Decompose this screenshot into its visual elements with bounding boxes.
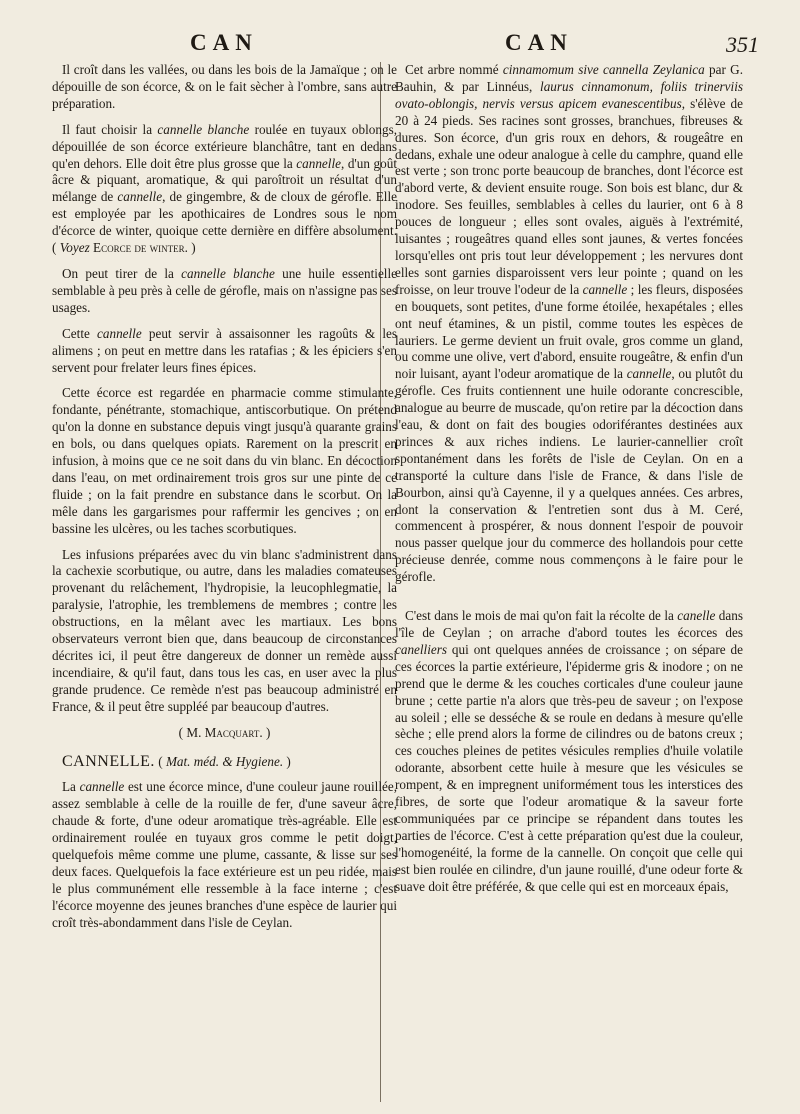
entry-headword: CANNELLE. xyxy=(62,752,155,770)
italic-term: cannelle xyxy=(117,189,163,205)
italic-term: canelle xyxy=(677,608,716,624)
running-head-left: CAN xyxy=(190,30,258,55)
paragraph xyxy=(52,326,397,377)
text-run: C'est dans le mois de mai qu'on fait la récolte de la xyxy=(405,608,678,624)
cross-reference-voyez: Voyez xyxy=(59,240,90,256)
paragraph xyxy=(395,608,743,895)
running-head-right: CAN xyxy=(505,30,573,55)
italic-term: cannelle blanche xyxy=(157,121,250,137)
italic-term: cannelle xyxy=(626,366,672,382)
page-number: 351 xyxy=(726,32,759,57)
text-run: qui ont quelques années de croissance ; on sépare de ces écorces la partie extérieure, l'épiderme gris & inodore ; on ne prend que le derme & les couches corticales d'une couleur jaune brune ; cette partie n'a alors que très-peu de saveur ; on l'expose au soleil ; elle se desséche & se roule en dedans à mesure qu'elle sèche ; elle prend alors la forme de cilindres ou de batons creux ; ces couches pleines de petites vésicules remplies d'huile volatile odorante, absorbent cette huile à mesure que les vésicules se rompent, & en impregnent uniformément tous les interstices des fibres, de sorte que l'odeur aromatique & la saveur forte communiquées par ce principe se répandent dans toutes les parties de l'écorce. C'est à cette préparation qu'est due la couleur, l'homogenéité, la forme de la cannelle. On conçoit que celle qui est bien roulée en cilindre, d'un jaune rouillé, d'une odeur forte & suave doit être préférée, & que celle qui est en morceaux épais, xyxy=(395,641,743,894)
entry-title xyxy=(52,754,397,771)
paragraph: Cette écorce est regardée en pharmacie comme stimulante, fondante, pénétrante, stomachique, antiscorbutique. On prétend qu'on la donne en substance depuis vingt jusqu'à quarante grains en bols, ou dans quelques opiats. Rarement on la prescrit en infusion, à moins que ce ne soit dans du vin blanc. En décoction dans l'eau, on met ordinairement trois gros sur une pinte de ce fluide ; on la fait prendre en substance dans le scorbut. On la mêle dans les gargarismes pour raffermir les gencives ; on en bassine les ulcères, ou les taches scorbutiques. xyxy=(52,385,397,536)
text-run: ) xyxy=(283,753,291,769)
text-run: roulée en tuyaux oblongs, dépouillée de son écorce extérieure blanchâtre, tant en dedans qu'en dehors. Elle doit être plus grosse que la xyxy=(52,121,397,171)
page-header xyxy=(0,30,800,60)
text-run: dans l'île de Ceylan ; on arrache d'abord toutes les écorces des xyxy=(395,608,743,640)
text-run: est une écorce mince, d'une couleur jaune rouillée, assez semblable à celle de la rouille de fer, d'une saveur âcre, chaude & forte, d'une odeur aromatique très-agréable. Elle est ordinairement roulée en tuyaux gros comme le petit doigt, quelquefois même comme une plume, cassante, & lisse sur ses deux faces. Quelquefois la face extérieure est un peu ridée, mais le plus communément elle ressemble à la face interne ; c'est l'écorce moyenne des jeunes branches d'une espèce de laurier qui croît très-abondamment dans l'isle de Ceylan. xyxy=(52,779,397,930)
paragraph: Les infusions préparées avec du vin blanc s'administrent dans la cachexie scorbutique, ou autre, dans les maladies comateuses provenant du relâchement, l'hydropisie, la leucophlegmatie, la paralysie, l'atrophie, les tremblemens de membres ; contre les obstructions, en la mêlant avec les martiaux. Les bons observateurs verront bien que, dans beaucoup de circonstances décrites ici, il peut être dangereux de donner un remède aussi incendiaire, & qu'il faut, dans tous les cas, en user avec la plus grande prudence. Ce remède n'est pas beaucoup administré en France, & il peut être suppléé par beaucoup d'autres. xyxy=(52,546,397,714)
text-run: Il faut choisir la xyxy=(62,121,158,137)
paragraph: Il croît dans les vallées, ou dans les bois de la Jamaïque ; on le dépouille de son écorce, & on le fait sècher à l'ombre, sans autre préparation. xyxy=(52,62,397,111)
entry-categories: Mat. méd. & Hygiene. xyxy=(165,753,284,769)
text-run: une huile essentielle semblable à peu près à celle de gérofle, mais on n'assigne pas ses usages. xyxy=(52,265,397,315)
italic-term: cannelle xyxy=(296,155,341,171)
text-run: peut servir à assaisonner les ragoûts & les alimens ; on peut en mettre dans les ratafias ; & les épiciers s'en servent pour frelater leurs fines épices. xyxy=(52,325,397,375)
italic-term: cannelle xyxy=(582,281,628,297)
italic-term: laurus cinnamonum, foliis trinerviis ovato-oblongis, nervis versus apicem evanescentibus xyxy=(395,78,743,111)
italic-term: canelliers xyxy=(395,641,448,657)
text-run: ( xyxy=(154,753,166,769)
italic-term: cannelle blanche xyxy=(181,265,275,281)
text-run: , s'élève de 20 à 24 pieds. Ses racines sont grosses, branchues, fibreuses & dures. Son écorce, d'un gris roux en dehors, & rougeâtre en dedans, exhale une odeur analogue à celle du camphre, quand elle est verte ; son tronc porte beaucoup de branches, dont l'écorce est d'abord verte, & devient ensuite rouge. Son bois est blanc, dur & inodore. Ses feuilles, semblables à celles du laurier, ont 6 à 8 pouces de longueur ; elles sont ovales, aiguës à l'extrémité, luisantes ; rougeâtres quand elles sont jaunes, & vertes foncées lorsqu'elles ont pris tout leur développement ; les nervures dont elles sont garnies disparoissent vers leur pointe ; quand on les froisse, on leur trouve l'odeur de la xyxy=(395,95,743,297)
text-run: , ou plutôt du gérofle. Ces fruits contiennent une huile odorante concrescible, analogue au beurre de muscade, qu'on retire par la décoction dans l'eau, & dont on fait des bougies odoriférantes destinées aux princes & aux riches indiens. Le laurier-cannellier croît spontanément dans les forêts de l'isle de Ceylan. On en a transporté la culture dans l'isle de France, & dans l'isle de Bourbon, ainsi qu'à Cayenne, il y a quelques années. Ces arbres, dont la conservation & l'entretien sont dus à M. Ceré, commencent à prospérer, & nous donnent l'espoir de pouvoir nous passer quelque jour du commerce des hollandois pour cette précieuse denrée, comme nous commençons à le faire pour le gérofle. xyxy=(395,366,743,585)
text-run: La xyxy=(62,779,80,795)
text-run: , d'un goût âcre & piquant, aromatique, & qui paroîtroit un résultat d'un mélange de xyxy=(52,155,397,205)
cross-reference-target: Ecorce de winter. xyxy=(93,240,188,256)
paragraph xyxy=(52,779,397,931)
text-run: Cet arbre nommé xyxy=(405,62,503,77)
text-run: par G. Bauhin, & par Linnéus, xyxy=(395,62,743,94)
italic-term: cinnamomum sive cannella Zeylanica xyxy=(502,62,705,77)
author-signature: ( M. Macquart. ) xyxy=(178,724,271,740)
paragraph xyxy=(395,62,743,586)
left-column xyxy=(52,62,397,941)
italic-term: cannelle xyxy=(97,325,142,341)
text-run: ; les fleurs, disposées en bouquets, sont petites, d'une forme étoilée, hexapétales ; elles ont neuf étamines, & un pistil, comme toutes les espèces de lauriers. Le germe devient un fruit ovale, gros comme un gland, ou comme une olive, vert d'abord, ensuite rougeâtre, & enfin d'un noir luisant, ayant l'odeur aromatique de la xyxy=(395,281,744,382)
text-run: Cette xyxy=(62,325,98,341)
text-run: , de gingembre, & de cloux de gérofle. Elle est employée par les apothicaires de Londres sous le nom d'écorce de winter, quoique cette dernière en diffère absolument. ( xyxy=(52,189,397,256)
paragraph xyxy=(52,266,397,317)
paragraph xyxy=(52,122,397,257)
text-run: On peut tirer de la xyxy=(62,265,182,281)
italic-term: cannelle xyxy=(79,779,125,795)
right-column xyxy=(395,62,743,905)
text-run: ) xyxy=(187,240,196,256)
